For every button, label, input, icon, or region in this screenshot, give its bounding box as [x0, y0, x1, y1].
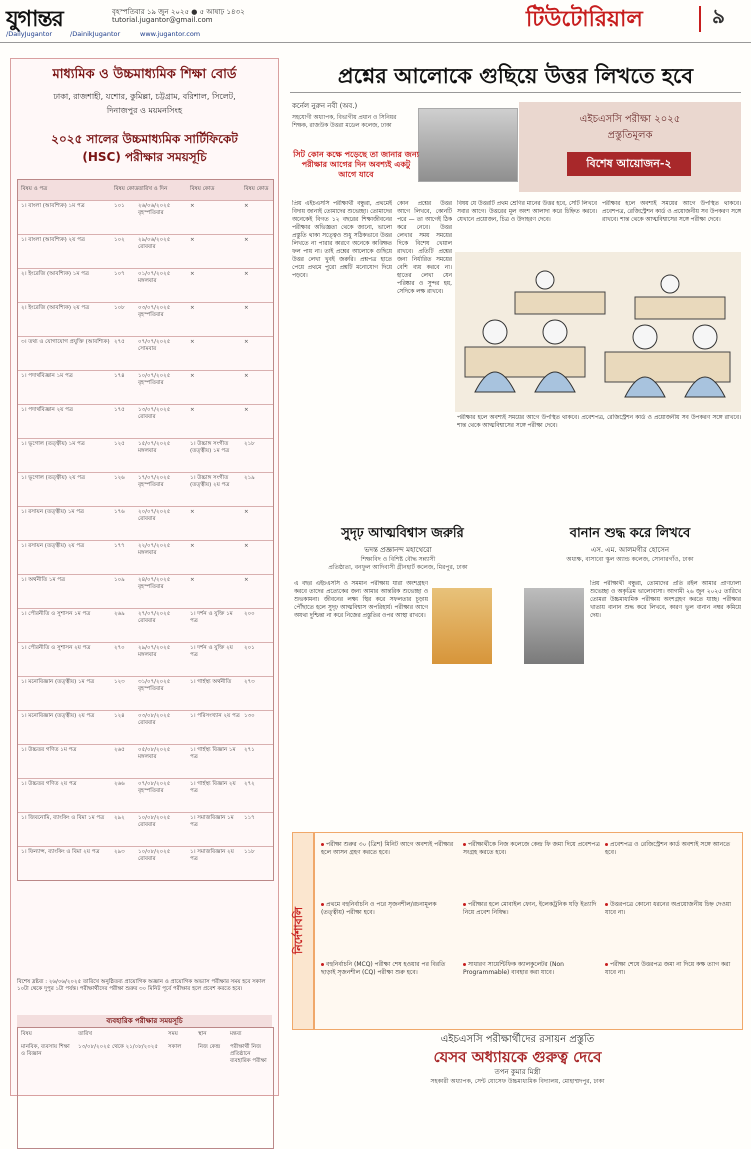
table-cell-date: ১৩/০৭/২০২৫ রোববার: [138, 407, 171, 420]
table-cell-date: ০৫/০৮/২০২৫ মঙ্গলবার: [138, 747, 171, 760]
bullet-icon: [321, 843, 324, 846]
table-cell-b: ×: [244, 271, 249, 277]
table-cell-b: ২৭১: [244, 747, 255, 753]
table-cell-b: ২৭২: [244, 781, 255, 787]
bullet-icon: [463, 903, 466, 906]
table-cell-b: ২০০: [244, 611, 255, 617]
table-cell-code: ১৭৫: [114, 407, 125, 413]
table-cell-b: ×: [244, 305, 249, 311]
article-column-1: প্রিয় এইচএসসি পরীক্ষার্থী বন্ধুরা, প্রথমেই বিদায় জানাই তোমাদের শুভেচ্ছা। তোমাদের অনেকেই বিগত ১২ বছরের শিক্ষাজীবনের পরীক্ষার অভিজ্ঞতা থেকে জানো, ভালো প্রস্তুতি থাকা সত্ত্বেও শুধু সঠিকভাবে উত্তর লিখতে না পারার কারণে অনেকে কাঙ্ক্ষিত ফল পায় না। তাই প্রশ্নের আলোকে গুছিয়ে উত্তর লেখা খুবই জরুরি। প্রশ্নপত্র হাতে পেয়ে প্রথমে পুরো প্রশ্নটি মনোযোগ দিয়ে পড়বে।: [292, 201, 392, 279]
article3-bio: অধ্যক্ষ, বাসাবো স্কুল অ্যান্ড কলেজ, সোনারগাঁও, ঢাকা: [566, 556, 694, 563]
board-address-line1: ঢাকা, রাজশাহী, যশোর, কুমিল্লা, চট্টগ্রাম, বরিশাল, সিলেট,: [53, 92, 236, 101]
table-cell-a: ×: [190, 543, 195, 549]
table-cell-subject: ১। পৌরনীতি ও সুশাসন ১ম পত্র: [21, 611, 91, 617]
table-cell-a: ১। সমাজবিজ্ঞান ১ম পত্র: [190, 815, 234, 828]
table-cell-date: ১৫/০৭/২০২৫ মঙ্গলবার: [138, 441, 171, 454]
article4-headline: যেসব অধ্যায়কে গুরুত্ব দেবে: [433, 1048, 602, 1066]
table-cell-subject: ১। উচ্চতর গণিত ১ম পত্র: [21, 747, 77, 753]
table-row: [18, 676, 273, 711]
header-code-2: বিষয় কোড: [190, 186, 215, 192]
promo-line1: এইচএসসি পরীক্ষা ২০২৫: [579, 114, 681, 125]
practical-title: ব্যবহারিক পরীক্ষার সময়সূচি: [17, 1015, 272, 1027]
table-row: [18, 574, 273, 609]
schedule-table-header: [18, 180, 273, 201]
students-writing-icon: [455, 252, 741, 412]
table-cell-b: ২০১: [244, 645, 255, 651]
table-cell-b: ২৭৩: [244, 679, 255, 685]
table-cell-a: ×: [190, 407, 195, 413]
table-cell-subject: ১। পদার্থবিজ্ঞান ২য় পত্র: [21, 407, 73, 413]
instruction-item: [321, 841, 459, 857]
schedule-subtitle: (HSC) পরীক্ষার সময়সূচি: [82, 150, 207, 164]
table-row: [18, 404, 273, 439]
table-cell-a: ১। উচ্চাঙ্গ সংগীত (তত্ত্বীয়) ১ম পত্র: [190, 441, 230, 454]
page-number: ৯: [712, 4, 725, 28]
table-cell-a: ×: [190, 577, 195, 583]
article-continued: পরীক্ষার হলে অবশ্যই সময়ের আগে উপস্থিত থাকবে। প্রবেশপত্র, রেজিস্ট্রেশন কার্ড ও প্রয়োজনীয় সব উপকরণ সঙ্গে রাখবে। শান্ত থেকে আত্মবিশ্বাসের সঙ্গে পরীক্ষা দেবে।: [457, 415, 741, 429]
instruction-text: পরীক্ষা শেষে উত্তরপত্র জমা না দিয়ে কক্ষ ত্যাগ করা যাবে না।: [605, 961, 731, 976]
table-row: [18, 846, 273, 881]
table-cell-subject: ১। বাংলা (আবশ্যিক) ১ম পত্র: [21, 203, 85, 209]
section-title: টিউটোরিয়াল: [526, 7, 643, 32]
table-cell-a: ×: [190, 339, 195, 345]
table-cell-subject: ১। ভূগোল (তত্ত্বীয়) ২য় পত্র: [21, 475, 85, 481]
table-row: [18, 540, 273, 575]
instruction-item: [463, 901, 601, 917]
table-cell-b: ১৩০: [244, 713, 255, 719]
masthead: [0, 0, 751, 43]
table-cell-b: ২১৯: [244, 475, 255, 481]
table-cell-a: ১। পরিসংখ্যান ২য় পত্র: [190, 713, 240, 719]
article2-body: এ বছর এইচএসসি ও সমমান পরীক্ষায় যারা অংশগ্রহণ করবে তাদের প্রত্যেকের জন্য আমার আন্তরিক শুভেচ্ছা ও শুভকামনা। জীবনের লক্ষ্য স্থির করে সফলতার চূড়ায় পৌঁছাতে হলে সুদৃঢ় আত্মবিশ্বাস অপরিহার্য। পরীক্ষার আগে অযথা দুশ্চিন্তা না করে নিজের প্রস্তুতির ওপর আস্থা রাখবে।: [294, 581, 428, 619]
table-cell-subject: ৩। তথ্য ও যোগাযোগ প্রযুক্তি (আবশ্যিক): [21, 339, 110, 345]
article3-author-photo: [524, 588, 584, 664]
table-cell-code: ২৯৩: [114, 849, 125, 855]
article4-author: তপন কুমার মিস্ত্রী: [494, 1068, 541, 1076]
table-cell-code: ২৭০: [114, 645, 125, 651]
practical-header-subject: বিষয়: [21, 1031, 32, 1037]
instruction-item: [321, 961, 459, 977]
schedule-title: ২০২৫ সালের উচ্চমাধ্যমিক সার্টিফিকেট: [51, 132, 238, 146]
special-feature-badge: বিশেষ আয়োজন-২: [567, 152, 691, 176]
email-link[interactable]: tutorial.jugantor@gmail.com: [112, 16, 213, 24]
instruction-text: বহুনির্বাচনি (MCQ) পরীক্ষা শেষ হওয়ার পর বিরতি ছাড়াই সৃজনশীল (CQ) পরীক্ষা শুরু হবে।: [321, 961, 446, 976]
practical-row-date: ১৩/০৮/২০২৫ থেকে ২১/০৮/২০২৫: [78, 1044, 158, 1050]
table-row: [18, 200, 273, 235]
table-row: [18, 472, 273, 507]
author-photo: [418, 108, 518, 182]
table-cell-date: ২৪/০৭/২০২৫ বৃহস্পতিবার: [138, 577, 171, 590]
table-cell-a: ×: [190, 373, 195, 379]
table-row: [18, 370, 273, 405]
bullet-icon: [605, 903, 608, 906]
table-cell-subject: ১। পদার্থবিজ্ঞান ১ম পত্র: [21, 373, 73, 379]
board-address-line2: দিনাজপুর ও ময়মনসিংহ: [106, 106, 183, 115]
table-cell-subject: ২। ইংরেজি (আবশ্যিক) ১ম পত্র: [21, 271, 89, 277]
instruction-item: [605, 841, 743, 857]
table-cell-code: ২৬৯: [114, 611, 125, 617]
article2-bio-line2: প্রতিষ্ঠাতা, বনফুল আদিবাসী গ্রীনহার্ট কলেজ, মিরপুর, ঢাকা: [328, 564, 468, 571]
instruction-text: প্রথমে বহুনির্বাচনি ও পরে সৃজনশীল/রচনামূলক (তত্ত্বীয়) পরীক্ষা হবে।: [321, 901, 437, 916]
table-row: [18, 234, 273, 269]
table-cell-date: ২০/০৭/২০২৫ রোববার: [138, 509, 171, 522]
table-cell-b: ×: [244, 577, 249, 583]
table-cell-a: ×: [190, 237, 195, 243]
instruction-text: পরীক্ষার হলে মোবাইল ফোন, ইলেকট্রনিক ঘড়ি ইত্যাদি নিয়ে প্রবেশ নিষিদ্ধ।: [463, 901, 597, 916]
header-code: বিষয় কোড: [114, 186, 139, 192]
pull-quote: সিট কোন কক্ষে পড়েছে তা জানার জন্য পরীক্ষার আগের দিন অবশ্যই একটু আগে যাবে: [293, 150, 419, 179]
practical-row-subject: মানবিক, ব্যবসায় শিক্ষা ও বিজ্ঞান: [21, 1044, 70, 1057]
article2-author-photo: [432, 588, 492, 664]
table-cell-code: ১০৯: [114, 577, 125, 583]
bullet-icon: [605, 963, 608, 966]
instruction-text: সাধারণ সায়েন্টিফিক ক্যালকুলেটর (Non Programmable) ব্যবহার করা যাবে।: [463, 961, 564, 976]
instructions-tab-label: নির্দেশাবলি: [292, 906, 305, 954]
table-cell-code: ১০১: [114, 203, 125, 209]
article2-bio: [300, 556, 496, 572]
table-cell-date: ১০/০৮/২০২৫ রোববার: [138, 849, 171, 862]
table-cell-b: ×: [244, 339, 249, 345]
table-cell-subject: ১। বাংলা (আবশ্যিক) ২য় পত্র: [21, 237, 85, 243]
practical-row-note: পরীক্ষার্থী নিজ প্রতিষ্ঠানে ব্যবহারিক পরীক্ষা: [230, 1044, 267, 1064]
table-cell-a: ×: [190, 305, 195, 311]
table-cell-code: ১৭৬: [114, 509, 125, 515]
table-cell-b: ×: [244, 407, 249, 413]
title-divider: [699, 6, 701, 32]
author-name: কর্নেল নুরুন নবী (অব.): [292, 102, 358, 110]
table-cell-date: ২২/০৭/২০২৫ মঙ্গলবার: [138, 543, 171, 556]
table-cell-subject: ১। ফিন্যান্স, ব্যাংকিং ও বিমা ২য় পত্র: [21, 849, 100, 855]
schedule-table: [17, 179, 274, 881]
table-cell-code: ১২৬: [114, 475, 125, 481]
practical-header-time: সময়: [168, 1031, 178, 1037]
table-row: [18, 744, 273, 779]
bullet-icon: [321, 903, 324, 906]
table-row: [18, 778, 273, 813]
table-cell-code: ১৭৪: [114, 373, 125, 379]
table-cell-date: ২৯/০৬/২০২৫ রোববার: [138, 237, 171, 250]
table-row: [18, 608, 273, 643]
headline-rule: [290, 92, 741, 93]
table-cell-b: ১১৭: [244, 815, 255, 821]
table-cell-code: ২৯২: [114, 815, 125, 821]
table-cell-code: ১২৩: [114, 679, 125, 685]
schedule-notes: বিশেষ দ্রষ্টব্য : ২৬/০৬/২০২৫ তারিখে অনুষ্ঠিতব্য প্রায়োগিক অজ্ঞান ও প্রায়োগিক অভ্যাস পরীক্ষার সময় হবে সকাল ১০টা থেকে দুপুর ১টা পর্যন্ত। পরীক্ষার্থীদের পরীক্ষা শুরুর ৩০ মিনিট পূর্বে পরীক্ষার হলে প্রবেশ করতে হবে।: [17, 979, 266, 992]
practical-table: [17, 1027, 274, 1149]
table-cell-code: ২৬৫: [114, 747, 125, 753]
table-cell-b: ×: [244, 203, 249, 209]
table-cell-b: ×: [244, 373, 249, 379]
article2-author: ভদন্ত প্রজ্ঞানন্দ মহাথেরো: [364, 546, 432, 554]
article2-headline: সুদৃঢ় আত্মবিশ্বাস জরুরি: [341, 526, 464, 541]
table-cell-date: ০১/০৭/২০২৫ মঙ্গলবার: [138, 271, 171, 284]
header-date: তারিখ ও দিন: [138, 186, 168, 192]
table-cell-code: ১০৮: [114, 305, 125, 311]
dateline: বৃহস্পতিবার ১৯ জুন ২০২৫ ● ৫ আষাঢ় ১৪৩২: [112, 8, 245, 16]
table-cell-a: ×: [190, 203, 195, 209]
social-link-facebook[interactable]: /DailyJugantor: [6, 30, 53, 38]
article4-preheading: এইচএসসি পরীক্ষার্থীদের রসায়ন প্রস্তুতি: [440, 1034, 595, 1045]
table-cell-a: ১। দর্শন ও যুক্তি ১ম পত্র: [190, 611, 233, 624]
table-cell-subject: ১। মনোবিজ্ঞান (তত্ত্বীয়) ১ম পত্র: [21, 679, 95, 685]
table-cell-date: ১৭/০৭/২০২৫ বৃহস্পতিবার: [138, 475, 171, 488]
table-cell-a: ১। দর্শন ও যুক্তি ২য় পত্র: [190, 645, 233, 658]
article-column-4: পরীক্ষার হলে অবশ্যই সময়ের আগে উপস্থিত থাকবে। প্রবেশপত্র, রেজিস্ট্রেশন কার্ড ও প্রয়োজনীয় সব উপকরণ সঙ্গে রাখবে। শান্ত থেকে আত্মবিশ্বাসের সঙ্গে পরীক্ষা দেবে।: [602, 201, 741, 223]
table-cell-b: ×: [244, 543, 249, 549]
table-cell-date: ৩১/০৭/২০২৫ বৃহস্পতিবার: [138, 679, 171, 692]
main-headline: প্রশ্নের আলোকে গুছিয়ে উত্তর লিখতে হবে: [337, 64, 694, 88]
table-cell-b: ×: [244, 509, 249, 515]
table-cell-date: ০৭/০৭/২০২৫ সোমবার: [138, 339, 171, 352]
instruction-text: পরীক্ষা শুরুর ৩০ (ত্রিশ) মিনিট আগে অবশ্যই পরীক্ষার হলে আসন গ্রহণ করতে হবে।: [321, 841, 454, 856]
practical-header-place: স্থান: [198, 1031, 207, 1037]
table-cell-date: ২৬/০৬/২০২৫ বৃহস্পতিবার: [138, 203, 171, 216]
exam-hall-illustration: [455, 252, 741, 412]
table-cell-a: ১। গার্হস্থ্য বিজ্ঞান ২য় পত্র: [190, 781, 236, 794]
instruction-item: [463, 841, 601, 857]
table-row: [18, 710, 273, 745]
bullet-icon: [605, 843, 608, 846]
table-cell-date: ১০/০৭/২০২৫ বৃহস্পতিবার: [138, 373, 171, 386]
table-cell-a: ×: [190, 509, 195, 515]
table-row: [18, 812, 273, 847]
table-cell-date: ০৭/০৮/২০২৫ বৃহস্পতিবার: [138, 781, 171, 794]
table-cell-code: ১০৭: [114, 271, 125, 277]
article-column-3: বিষয় যে উত্তরটি প্রথম শ্রেণির মানের উত্তর হবে, সেটি লিখবে সবার আগে। উত্তরের মূল অংশ আলাদা করে চিহ্নিত করবে। যেখানে প্রয়োজন, চিত্র ও উদাহরণ দেবে।: [457, 201, 597, 223]
table-row: [18, 642, 273, 677]
header-subject: বিষয় ও পত্র: [21, 186, 48, 192]
table-cell-subject: ১। উচ্চতর গণিত ২য় পত্র: [21, 781, 77, 787]
exam-schedule-panel: [10, 58, 279, 1096]
table-cell-code: ২৬৬: [114, 781, 125, 787]
article4-bio: সহকারী অধ্যাপক, সেন্ট যোসেফ উচ্চমাধ্যমিক বিদ্যালয়, মোহাম্মদপুর, ঢাকা: [430, 1078, 605, 1085]
instruction-item: [321, 901, 459, 917]
bullet-icon: [463, 963, 466, 966]
table-cell-a: ১। সমাজবিজ্ঞান ২য় পত্র: [190, 849, 234, 862]
table-cell-subject: ২। ইংরেজি (আবশ্যিক) ২য় পত্র: [21, 305, 90, 311]
promo-line2: প্রস্তুতিমূলক: [607, 130, 653, 141]
instruction-item: [605, 961, 743, 977]
table-cell-b: ২১৮: [244, 441, 255, 447]
website-link[interactable]: www.jugantor.com: [140, 30, 201, 38]
instruction-text: উত্তরপত্রে কোনো ধরনের অপ্রয়োজনীয় চিহ্ন দেওয়া যাবে না।: [605, 901, 732, 916]
practical-header-note: মন্তব্য: [230, 1031, 242, 1037]
table-cell-subject: ১। অর্থনীতি ১ম পত্র: [21, 577, 66, 583]
header-code-3: বিষয় কোড: [244, 186, 269, 192]
board-name: মাধ্যমিক ও উচ্চমাধ্যমিক শিক্ষা বোর্ড: [52, 67, 237, 82]
table-cell-subject: ১। জিবনোমি, ব্যাংকিং ও বিমা ১ম পত্র: [21, 815, 105, 821]
table-cell-a: ১। গার্হস্থ্য বিজ্ঞান ১ম পত্র: [190, 747, 236, 760]
table-cell-a: ১। উচ্চাঙ্গ সংগীত (তত্ত্বীয়) ২য় পত্র: [190, 475, 230, 488]
table-row: [18, 506, 273, 541]
practical-row-time: সকাল: [168, 1044, 182, 1050]
instruction-item: [463, 961, 601, 977]
newspaper-logo: যুগান্তর: [6, 6, 63, 32]
article-column-2: কোন প্রশ্নের উত্তর আগে লিখবে, কোনটি পরে — তা আগেই ঠিক করে নেবে। উত্তর লেখার সময় সময়ের দিকে বিশেষ খেয়াল রাখবে। প্রতিটি প্রশ্নের জন্য নির্ধারিত সময়ের বেশি ব্যয় করবে না। হাতের লেখা যেন পরিষ্কার ও সুন্দর হয়, সেদিকে লক্ষ রাখবে।: [397, 201, 452, 295]
table-row: [18, 336, 273, 371]
table-cell-subject: ১। ভূগোল (তত্ত্বীয়) ১ম পত্র: [21, 441, 85, 447]
table-cell-subject: ১। রসায়ন (তত্ত্বীয়) ২য় পত্র: [21, 543, 85, 549]
table-cell-b: ১১৮: [244, 849, 255, 855]
table-cell-date: ০৩/০৮/২০২৫ রোববার: [138, 713, 171, 726]
instruction-text: পরীক্ষার্থীকে নিজ কলেজে কেন্দ্র ফি জমা দিয়ে প্রবেশপত্র সংগ্রহ করতে হবে।: [463, 841, 600, 856]
practical-row-place: নিজ কেন্দ্র: [198, 1044, 221, 1050]
table-row: [18, 302, 273, 337]
table-cell-subject: ১। পৌরনীতি ও সুশাসন ২য় পত্র: [21, 645, 91, 651]
bullet-icon: [321, 963, 324, 966]
author-bio: সহযোগী অধ্যাপক, বিভাগীয় প্রধান ও সিনিয়র শিক্ষক, রাজউক উত্তরা মডেল কলেজ, ঢাকা: [292, 115, 397, 129]
article3-headline: বানান শুদ্ধ করে লিখবে: [569, 526, 691, 541]
practical-header-date: তারিখ: [78, 1031, 92, 1037]
table-cell-date: ২৭/০৭/২০২৫ রোববার: [138, 611, 171, 624]
article2-bio-line1: শিক্ষাবিদ ও বিশিষ্ট বৌদ্ধ সন্ন্যাসী: [360, 556, 436, 563]
table-cell-code: ২৭৫: [114, 339, 125, 345]
table-cell-date: ১০/০৮/২০২৫ রোববার: [138, 815, 171, 828]
article3-body: প্রিয় পরীক্ষার্থী বন্ধুরা, তোমাদের প্রতি রইল আমার প্রাণঢালা শুভেচ্ছা ও অকৃত্রিম ভালোবাসা। আগামী ২৬ জুন ২০২৫ তারিখে তোমরা উচ্চমাধ্যমিক পরীক্ষায় অংশগ্রহণ করতে যাচ্ছ। পরীক্ষার খাতায় বানান শুদ্ধ করে লিখবে, কারণ ভুল বানান নম্বর কমিয়ে দেয়।: [590, 581, 741, 619]
table-row: [18, 438, 273, 473]
table-cell-a: ×: [190, 271, 195, 277]
table-cell-code: ১০২: [114, 237, 125, 243]
table-cell-date: ০৩/০৭/২০২৫ বৃহস্পতিবার: [138, 305, 171, 318]
table-cell-b: ×: [244, 237, 249, 243]
table-cell-subject: ১। রসায়ন (তত্ত্বীয়) ১ম পত্র: [21, 509, 84, 515]
table-cell-subject: ১। মনোবিজ্ঞান (তত্ত্বীয়) ২য় পত্র: [21, 713, 95, 719]
table-cell-code: ১২৪: [114, 713, 125, 719]
table-cell-code: ১৭৭: [114, 543, 125, 549]
bullet-icon: [463, 843, 466, 846]
table-cell-date: ২৯/০৭/২০২৫ মঙ্গলবার: [138, 645, 171, 658]
article3-author: এস. এম. আলমগীর হোসেন: [590, 546, 670, 554]
table-cell-a: ১। গার্হস্থ্য অর্থনীতি: [190, 679, 232, 685]
instruction-item: [605, 901, 743, 917]
table-cell-code: ১২৫: [114, 441, 125, 447]
table-row: [18, 268, 273, 303]
instructions-box: [314, 832, 743, 1030]
social-link-twitter[interactable]: /DainikJugantor: [70, 30, 121, 38]
instruction-text: প্রবেশপত্র ও রেজিস্ট্রেশন কার্ড অবশ্যই সঙ্গে আনতে হবে।: [605, 841, 731, 856]
